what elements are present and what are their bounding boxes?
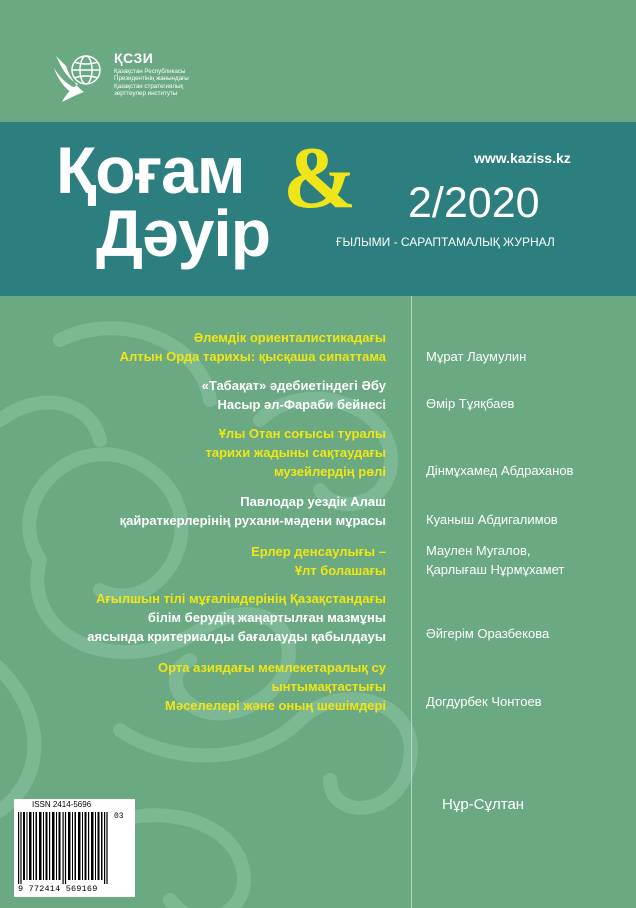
- journal-title-line1: Қоғам: [56, 133, 245, 207]
- article-title: Әлемдік ориенталистикадағы Алтын Орда тарихы: қысқаша сипаттама: [119, 330, 386, 364]
- article-author: Маулен Мугалов, Қарлығаш Нұрмұхамет: [426, 543, 565, 577]
- journal-title-line2: Дәуір: [96, 196, 271, 270]
- article-author: Әйгерім Оразбекова: [426, 626, 550, 641]
- barcode-digits: 9 772414 569169: [18, 884, 98, 894]
- publication-city: Нұр-Сұлтан: [442, 796, 525, 813]
- barcode-box: [14, 799, 135, 897]
- barcode-bars: [18, 812, 114, 884]
- issue-number: 2/2020: [408, 179, 540, 227]
- issn-label: ISSN 2414-5696: [32, 800, 92, 809]
- website-link[interactable]: www.kaziss.kz: [474, 150, 571, 166]
- journal-subtitle: ҒЫЛЫМИ - САРАПТАМАЛЫҚ ЖУРНАЛ: [336, 235, 555, 249]
- article-author: Куаныш Абдигалимов: [426, 512, 558, 527]
- article-title: Орта азиядағы мемлекетаралық су ынтымақтастығы Мәселелері және оның шешімдері: [157, 660, 386, 713]
- article-author: Дінмұхамед Абдраханов: [426, 463, 574, 478]
- eagle-globe-icon: [52, 48, 108, 104]
- column-divider: [411, 296, 412, 908]
- article-title: «Табақат» әдебиетіндегі Әбу Насыр әл-Фараби бейнесі: [201, 378, 386, 412]
- logo-institute-name: Қазақстан Республикасы Президентінің жанындағы Қазақстан стратегиялық зерттеулер институты: [114, 68, 189, 98]
- article-title: Павлодар уездік Алаш қайраткерлерінің рухани-мәдени мұрасы: [119, 494, 386, 528]
- article-title: Ағылшын тілі мұғалімдерінің Қазақстандағы білім берудің жаңартылған мазмұны аясында критериалды бағалауды қабылдауы: [87, 591, 386, 644]
- article-author: Мұрат Лаумулин: [426, 349, 527, 364]
- publisher-logo: [52, 46, 232, 106]
- journal-title-ampersand: &: [283, 130, 357, 227]
- barcode-addon: 03: [114, 812, 124, 821]
- article-title: Ұлы Отан соғысы туралы тарихи жадыны сақтаудағы музейлердің рөлі: [205, 426, 386, 479]
- article-title: Ерлер денсаулығы – Ұлт болашағы: [251, 544, 386, 578]
- article-author: Догдурбек Чонтоев: [426, 694, 542, 709]
- logo-abbreviation: ҚСЗИ: [114, 50, 154, 66]
- article-author: Өмір Тұяқбаев: [426, 396, 515, 411]
